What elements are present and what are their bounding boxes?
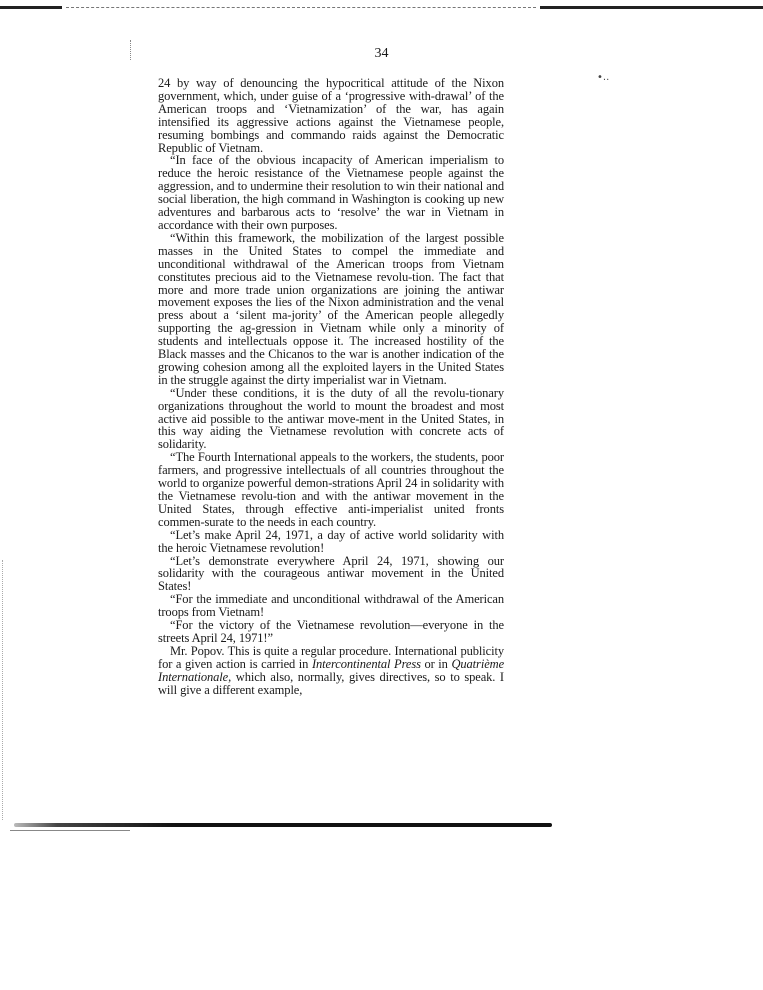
- paragraph: “Under these conditions, it is the duty of all the revolu-tionary organizations throughout the world to mount the broadest and most active aid possible to the antiwar move-ment in the United States, in this way aiding the Vietnamese revolution with concrete acts of solidarity.: [158, 385, 504, 452]
- scan-speck: •..: [597, 72, 610, 83]
- page-body: [158, 77, 504, 697]
- page-number: 34: [374, 46, 389, 61]
- paragraph: “In face of the obvious incapacity of American imperialism to reduce the heroic resistance of the Vietnamese people against the aggression, and to undermine their resolution to win their national and social liberation, the high command in Washington is cooking up new adventures and barbarous acts to ‘resolve’ the war in Vietnam in accordance with their own purposes.: [158, 153, 504, 232]
- top-rule-right: [540, 6, 763, 9]
- paragraph: “Let’s demonstrate everywhere April 24, 1971, showing our solidarity with the courageous antiwar movement in the United States!: [158, 553, 504, 594]
- final-text-part: , which also, normally, gives directives, so to speak. I will give a different example,: [158, 669, 504, 697]
- top-rule-dashed: [66, 7, 536, 8]
- bottom-rule-thin: [10, 830, 130, 831]
- paragraph: “Let’s make April 24, 1971, a day of active world solidarity with the heroic Vietnamese revolution!: [158, 527, 504, 555]
- paragraph: 24 by way of denouncing the hypocritical attitude of the Nixon government, which, under guise of a ‘progressive with-drawal’ of the American troops and ‘Vietnamization’ of the war, has again intensified its aggressive actions against the Vietnamese people, resuming bombings and commando raids against the Democratic Republic of Vietnam.: [158, 76, 504, 155]
- final-text-part: Mr. Popov. This is quite a regular procedure. International publicity for a given action is carried in: [158, 643, 504, 671]
- paragraph: “The Fourth International appeals to the workers, the students, poor farmers, and progressive intellectuals of all countries throughout the world to organize powerful demon-strations April 24 in solidarity with the Vietnamese revolu-tion and with the antiwar movement in the United States, through effective anti-imperialist united fronts commen-surate to the needs in each country.: [158, 450, 504, 529]
- publication-title: Intercontinental Press: [311, 656, 421, 671]
- final-text-part: or in: [420, 656, 452, 671]
- paragraph: “For the immediate and unconditional withdrawal of the American troops from Vietnam!: [158, 592, 504, 620]
- publication-title: Quatrième Internationale: [158, 656, 505, 684]
- paragraph: “For the victory of the Vietnamese revolution—everyone in the streets April 24, 1971!”: [158, 618, 504, 645]
- top-rule-left: [0, 6, 62, 9]
- final-paragraph: [158, 645, 504, 697]
- left-edge-scan-mark: [2, 560, 5, 820]
- bottom-rule: [14, 823, 552, 827]
- paragraph: “Within this framework, the mobilization of the largest possible masses in the United States to compel the immediate and unconditional withdrawal of the American troops from Vietnam constitutes precious aid to the Vietnamese revolu-tion. The fact that more and more trade union organizations are joining the antiwar movement exposes the lies of the Nixon administration and the venal press about a ‘silent ma-jority’ of the American people allegedly supporting the ag-gression in Vietnam while only a minority of students and intellectuals oppose it. The increased hostility of the Black masses and the Chicanos to the war is another indication of the growing cohesion among all the exploited layers in the United States in the struggle against the dirty imperialist war in Vietnam.: [158, 230, 504, 387]
